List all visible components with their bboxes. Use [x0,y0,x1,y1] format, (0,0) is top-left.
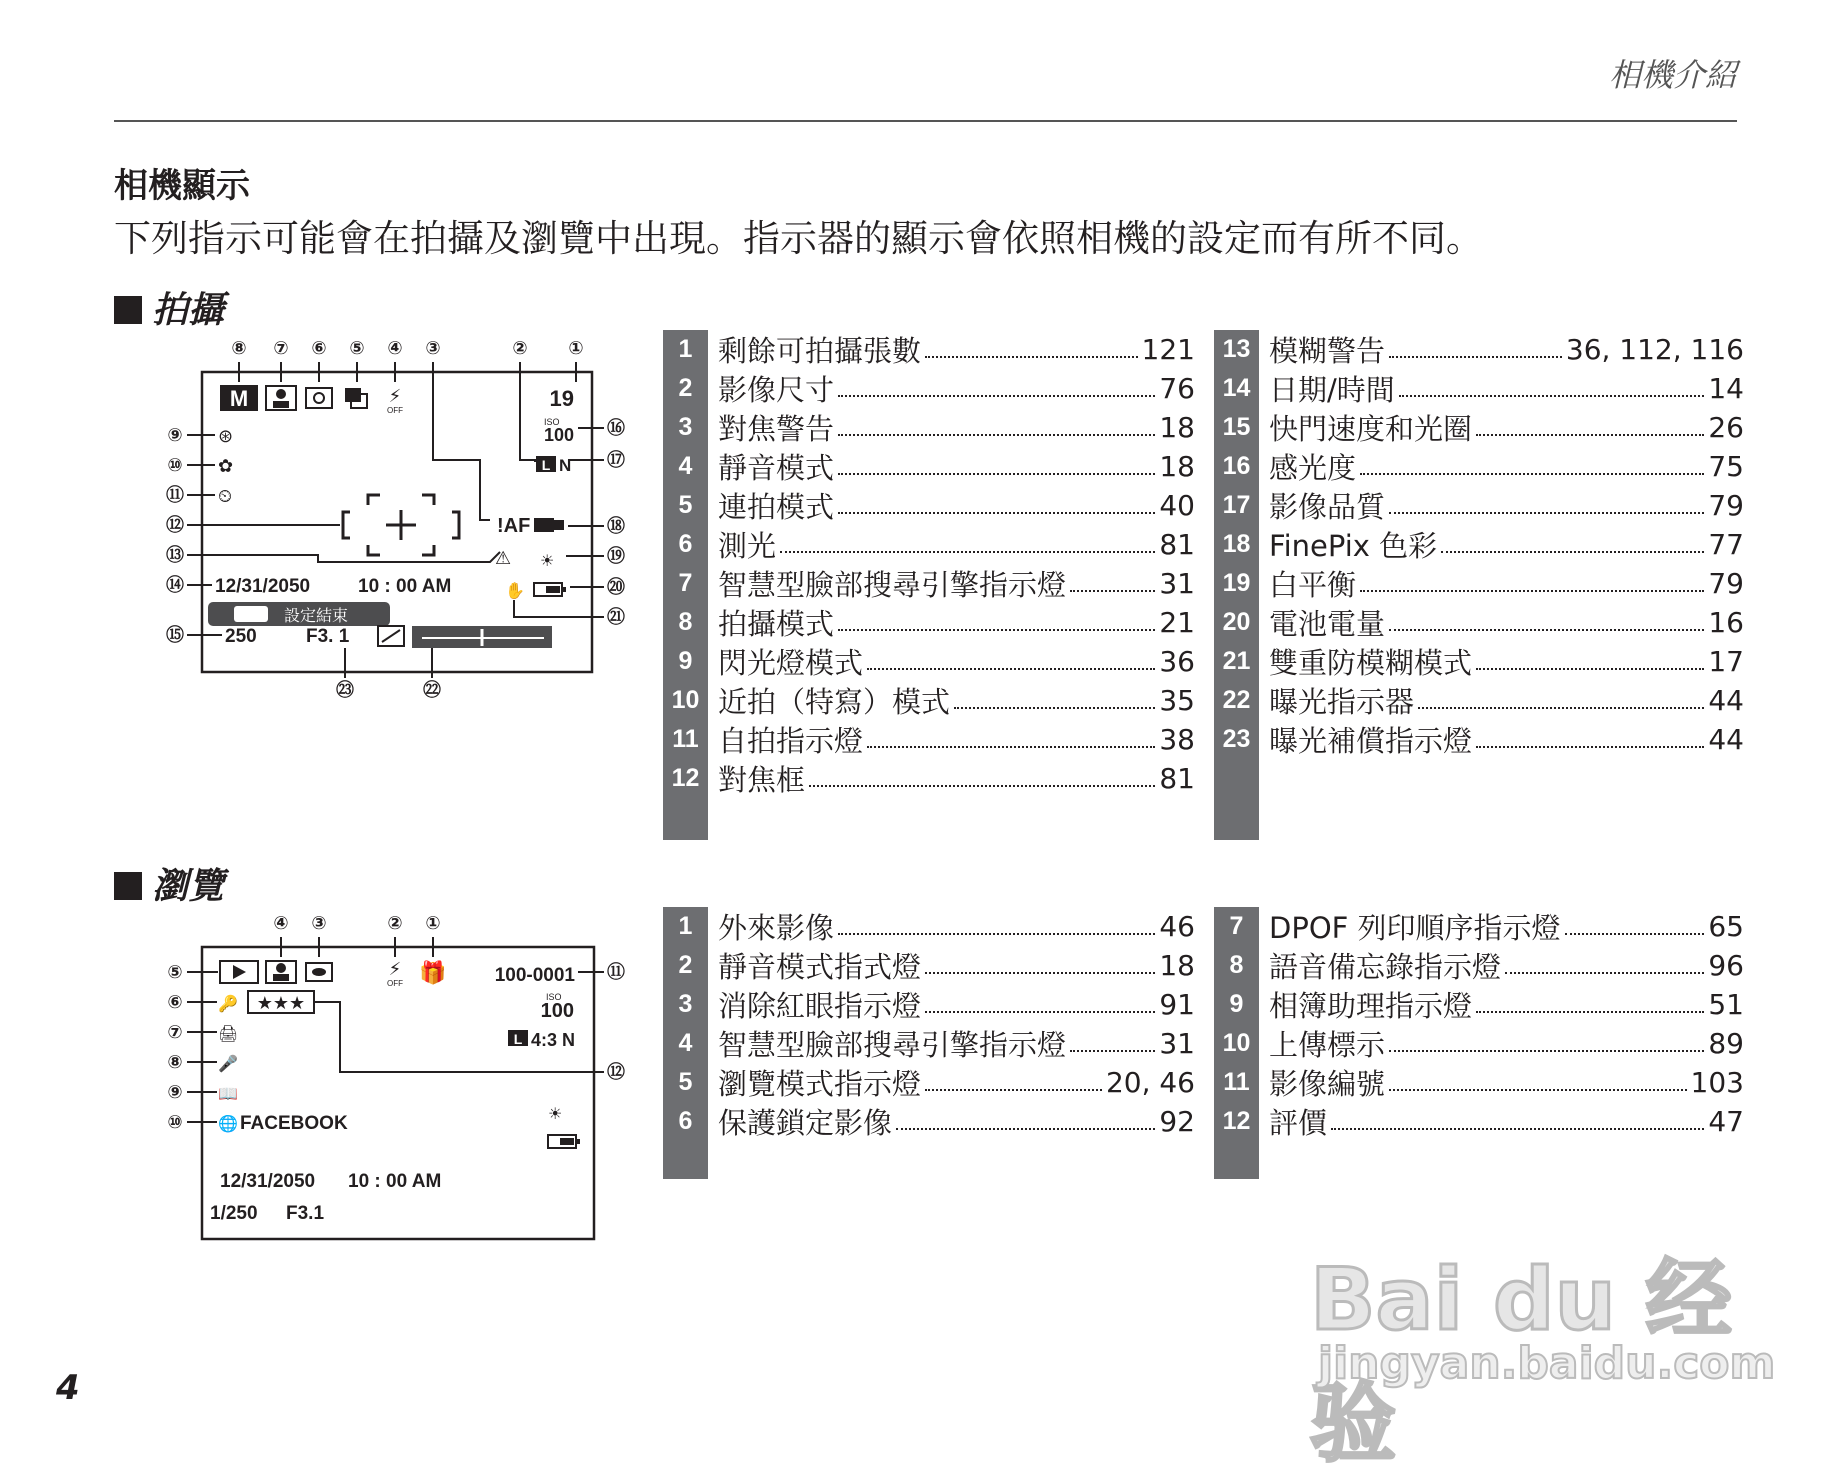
index-label: DPOF 列印順序指示燈 [1269,911,1561,945]
index-dots [1070,1036,1155,1052]
index-page: 77 [1708,528,1744,561]
svg-text:⚡: ⚡ [388,386,402,406]
index-label: 測光 [718,529,777,563]
album-icon: 📖 [218,1086,238,1103]
callout-17: ⑰ [607,450,625,470]
index-page: 81 [1159,762,1195,795]
index-num: 1 [678,912,693,940]
shooting-index-left [663,330,1195,840]
index-row [663,642,1195,681]
index-num: 9 [678,647,693,675]
self-timer-icon: ⏲ [218,486,233,506]
rating-stars: ★★★ [256,993,306,1013]
index-row [663,907,1195,946]
index-num: 10 [1222,1029,1251,1057]
playback-time: 10 : 00 AM [348,1171,442,1192]
callout-2: ② [387,913,403,933]
index-page: 121 [1141,333,1195,366]
callout-21: ㉑ [607,607,625,627]
playback-aperture: F3.1 [286,1203,325,1224]
index-dots [1389,498,1704,514]
index-page: 79 [1708,567,1744,600]
callout-1: ① [568,338,584,358]
index-row [1214,681,1744,720]
index-row [1214,642,1744,681]
exposure-comp-small-icon [234,606,268,622]
index-num: 2 [678,374,693,402]
index-num: 22 [1222,686,1251,714]
blur-warning-icon: ⚠ [495,548,512,568]
index-row [663,985,1195,1024]
index-row [663,720,1195,759]
shooting-heading-text: 拍攝 [152,290,225,331]
index-dots [1476,654,1704,670]
gift-image-icon: 🎁 [419,960,447,985]
index-row [1214,564,1744,603]
face-detect-icon [266,386,296,410]
index-dots [1070,576,1155,592]
index-label: 靜音模式 [718,451,835,485]
watermark-line2: jingyan.baidu.com [1318,1338,1776,1389]
index-dots [867,654,1155,670]
index-page: 92 [1159,1105,1195,1138]
index-row [1214,525,1744,564]
index-dots [1389,1075,1687,1091]
callout-10: ⑩ [167,1112,183,1132]
index-row [1214,985,1744,1024]
callout-18: ⑱ [607,516,625,536]
macro-icon: ✿ [218,456,234,476]
index-page: 21 [1159,606,1195,639]
playback-index-right [1214,907,1744,1179]
index-dots [809,771,1155,787]
metering-icon [306,388,332,408]
index-row [1214,603,1744,642]
index-label: 智慧型臉部搜尋引擎指示燈 [718,568,1067,602]
index-label: 電池電量 [1269,607,1386,641]
white-balance-icon: ☀ [540,553,555,570]
index-page: 17 [1708,645,1744,678]
index-num: 5 [678,491,693,519]
callout-3: ③ [311,913,327,933]
index-page: 44 [1708,723,1744,756]
index-dots [1418,693,1704,709]
index-num: 21 [1222,647,1251,675]
page-number: 4 [56,1368,80,1408]
callout-6: ⑥ [167,992,183,1012]
callout-5: ⑤ [349,338,365,358]
index-label: 保護鎖定影像 [718,1106,893,1140]
index-dots [1476,420,1704,436]
quality-label: N [559,456,572,475]
index-dots [1505,958,1704,974]
index-row [663,1102,1195,1141]
callout-23: ㉓ [336,680,354,700]
protect-key-icon: 🔑 [218,996,238,1013]
index-num: 10 [671,686,700,714]
index-label: 消除紅眼指示燈 [718,989,922,1023]
index-page: 26 [1708,411,1744,444]
index-label: 閃光燈模式 [718,646,864,680]
index-page: 81 [1159,528,1195,561]
index-page: 31 [1159,1027,1195,1060]
index-row [663,486,1195,525]
shooting-heading [114,282,224,333]
index-num: 5 [678,1068,693,1096]
image-number: 100-0001 [494,965,575,986]
index-page: 18 [1159,450,1195,483]
index-label: 語音備忘錄指示燈 [1269,950,1502,984]
callout-20: ⑳ [607,577,625,597]
index-row [663,759,1195,798]
index-num: 8 [678,608,693,636]
index-num: 3 [678,990,693,1018]
iso-label: ISO [544,417,560,427]
baidu-watermark [1310,1210,1776,1474]
index-dots [838,919,1155,935]
upload-globe-icon: 🌐 [218,1116,238,1133]
index-label: 自拍指示燈 [718,724,864,758]
index-row [1214,369,1744,408]
index-page: 36 [1159,645,1195,678]
index-dots [867,732,1155,748]
callout-9: ⑨ [167,425,183,445]
index-label: 曝光指示器 [1269,685,1415,719]
index-dots [838,381,1155,397]
index-label: 日期/時間 [1269,373,1395,407]
index-label: 評價 [1269,1106,1328,1140]
callout-12: ⑫ [607,1062,625,1082]
index-page: 38 [1159,723,1195,756]
section-intro: 下列指示可能會在拍攝及瀏覽中出現。指示器的顯示會依照相機的設定而有所不同。 [114,217,1483,260]
index-dots [954,693,1155,709]
svg-text:⚡: ⚡ [388,959,402,979]
index-row [663,564,1195,603]
square-bullet-icon [114,296,142,324]
silent-mode-icon [387,959,403,988]
index-page: 103 [1690,1066,1744,1099]
callout-1: ① [425,913,441,933]
index-num: 12 [671,764,700,792]
index-row [1214,720,1744,759]
frames-remaining: 19 [549,386,574,411]
shooting-time: 10 : 00 AM [358,576,452,597]
index-num: 13 [1222,335,1251,363]
callout-8: ⑧ [231,338,247,358]
index-dots [1565,919,1705,935]
header-rule [114,120,1737,122]
section-header-label: 相機介紹 [1608,56,1737,94]
callout-6: ⑥ [311,338,327,358]
battery-icon [534,583,566,596]
index-page: 40 [1159,489,1195,522]
shooting-display-diagram [160,330,660,710]
index-dots [1389,342,1562,358]
callout-22: ㉒ [423,680,441,700]
index-row [663,1024,1195,1063]
index-label: 對焦警告 [718,412,835,446]
index-page: 44 [1708,684,1744,717]
playback-index-left [663,907,1195,1179]
index-dots [1476,997,1704,1013]
callout-7: ⑦ [167,1022,183,1042]
index-num: 15 [1222,413,1251,441]
index-num: 7 [1229,912,1244,940]
index-num: 6 [678,530,693,558]
image-size-label: L [541,457,551,473]
index-label: 上傳標示 [1269,1028,1386,1062]
index-label: 曝光補償指示燈 [1269,724,1473,758]
index-num: 17 [1222,491,1251,519]
index-dots [925,997,1155,1013]
dpof-icon: 🖨 [218,1026,239,1043]
index-label: 相簿助理指示燈 [1269,989,1473,1023]
index-label: 雙重防模糊模式 [1269,646,1473,680]
index-page: 96 [1708,949,1744,982]
watermark-line1: Bai du 经验 [1310,1250,1732,1474]
index-dots [1331,1114,1704,1130]
dual-is-icon: ✋ [505,583,525,600]
white-balance-icon: ☀ [548,1106,563,1123]
index-dots [925,958,1155,974]
face-detect-icon [266,961,296,983]
index-page: 20, 46 [1105,1066,1195,1099]
index-label: 快門速度和光圈 [1269,412,1473,446]
svg-text:OFF: OFF [387,406,403,415]
exposure-comp-icon [378,626,404,646]
callout-4: ④ [387,338,403,358]
index-page: 18 [1159,411,1195,444]
leader-lines-bottom [345,648,432,678]
callout-11: ⑪ [607,962,625,982]
index-label: 瀏覽模式指示燈 [718,1067,922,1101]
battery-icon [548,1135,580,1148]
index-num: 4 [678,452,693,480]
index-dots [1476,732,1704,748]
image-size-label: L [513,1031,523,1047]
index-row [663,447,1195,486]
index-num: 7 [678,569,693,597]
callout-2: ② [512,338,528,358]
index-label: 外來影像 [718,911,835,945]
index-num: 4 [678,1029,693,1057]
callout-12: ⑫ [166,515,184,535]
index-page: 47 [1708,1105,1744,1138]
callout-14: ⑭ [166,575,184,595]
index-dots [896,1114,1155,1130]
index-dots [838,615,1155,631]
index-num: 14 [1222,374,1251,402]
red-eye-icon [306,963,332,981]
index-page: 91 [1159,988,1195,1021]
index-dots [1389,615,1704,631]
index-label: 剩餘可拍攝張數 [718,334,922,368]
index-dots [1360,459,1704,475]
index-dots [1389,1036,1704,1052]
continuous-icon [345,388,367,408]
index-num: 20 [1222,608,1251,636]
silent-mode-icon [387,386,403,415]
callout-10: ⑩ [167,455,183,475]
index-num: 19 [1222,569,1251,597]
index-row [1214,1102,1744,1141]
index-dots [838,498,1155,514]
index-label: 影像尺寸 [718,373,835,407]
index-page: 16 [1708,606,1744,639]
index-row [1214,486,1744,525]
focus-frame [343,495,459,555]
index-page: 35 [1159,684,1195,717]
playback-shutter: 1/250 [210,1203,258,1224]
index-row [663,603,1195,642]
shooting-index-right [1214,330,1744,840]
index-page: 31 [1159,567,1195,600]
index-label: 智慧型臉部搜尋引擎指示燈 [718,1028,1067,1062]
index-num: 6 [678,1107,693,1135]
index-dots [838,420,1155,436]
index-page: 51 [1708,988,1744,1021]
index-num: 23 [1222,725,1251,753]
index-num: 11 [1223,1068,1250,1096]
index-row [663,330,1195,369]
index-dots [925,342,1138,358]
index-row [663,1063,1195,1102]
exposure-indicator [412,626,552,648]
index-row [663,408,1195,447]
index-row [663,946,1195,985]
index-row [1214,408,1744,447]
playback-heading [114,858,224,909]
index-page: 18 [1159,949,1195,982]
callout-16: ⑯ [607,418,625,438]
index-row [663,369,1195,408]
index-label: 拍攝模式 [718,607,835,641]
aperture-value: F3. 1 [306,626,350,647]
iso-label: ISO [546,992,562,1002]
index-dots [1441,537,1704,553]
section-title: 相機顯示 [114,166,250,206]
shutter-speed: 250 [225,626,257,647]
iso-value: 100 [540,1000,574,1022]
index-num: 8 [1229,951,1244,979]
callout-15: ⑮ [166,625,184,645]
index-label: 連拍模式 [718,490,835,524]
index-row [663,681,1195,720]
square-bullet-icon [114,872,142,900]
index-dots [1399,381,1705,397]
index-label: 對焦框 [718,763,806,797]
index-label: FinePix 色彩 [1269,529,1438,563]
aspect-quality: 4:3 N [531,1030,576,1050]
index-page: 79 [1708,489,1744,522]
callout-13: ⑬ [166,545,184,565]
playback-heading-text: 瀏覽 [152,866,225,907]
index-row [663,525,1195,564]
callout-5: ⑤ [167,962,183,982]
index-label: 影像品質 [1269,490,1386,524]
index-row [1214,330,1744,369]
callout-19: ⑲ [607,546,625,566]
index-row [1214,946,1744,985]
callout-11: ⑪ [166,485,184,505]
finepix-color-icon [534,518,564,532]
index-row [1214,907,1744,946]
index-num: 11 [672,725,699,753]
shooting-mode-label: M [229,386,249,411]
index-num: 16 [1222,452,1251,480]
index-row [1214,447,1744,486]
index-num: 9 [1229,990,1244,1018]
index-page: 76 [1159,372,1195,405]
callout-3: ③ [425,338,441,358]
index-num: 3 [678,413,693,441]
callout-9: ⑨ [167,1082,183,1102]
index-page: 46 [1159,910,1195,943]
set-done-label: 設定結束 [284,608,349,625]
upload-label: FACEBOOK [240,1113,348,1134]
flash-icon: ⊛ [218,426,234,446]
index-num: 18 [1222,530,1251,558]
index-label: 白平衡 [1269,568,1357,602]
index-dots [1360,576,1704,592]
index-dots [925,1075,1102,1091]
index-num: 12 [1222,1107,1251,1135]
leader-lines-right [314,972,604,1072]
shooting-date: 12/31/2050 [215,576,311,597]
svg-text:OFF: OFF [387,979,403,988]
callout-7: ⑦ [273,338,289,358]
iso-value: 100 [543,425,574,445]
index-label: 感光度 [1269,451,1357,485]
index-dots [780,537,1155,553]
index-num: 2 [678,951,693,979]
af-warning: !AF [497,515,531,537]
index-page: 36, 112, 116 [1565,333,1744,366]
index-label: 近拍（特寫）模式 [718,685,951,719]
voice-memo-icon: 🎤 [218,1056,238,1073]
index-row [1214,1063,1744,1102]
playback-display-diagram [160,905,660,1255]
index-row [1214,1024,1744,1063]
index-label: 靜音模式指式燈 [718,950,922,984]
playback-mode-icon [220,961,258,983]
index-label: 模糊警告 [1269,334,1386,368]
callout-8: ⑧ [167,1052,183,1072]
index-page: 65 [1708,910,1744,943]
index-num: 1 [678,335,693,363]
index-label: 影像編號 [1269,1067,1386,1101]
index-page: 75 [1708,450,1744,483]
index-page: 89 [1708,1027,1744,1060]
callout-4: ④ [273,913,289,933]
playback-date: 12/31/2050 [220,1171,316,1192]
index-page: 14 [1708,372,1744,405]
index-dots [838,459,1155,475]
